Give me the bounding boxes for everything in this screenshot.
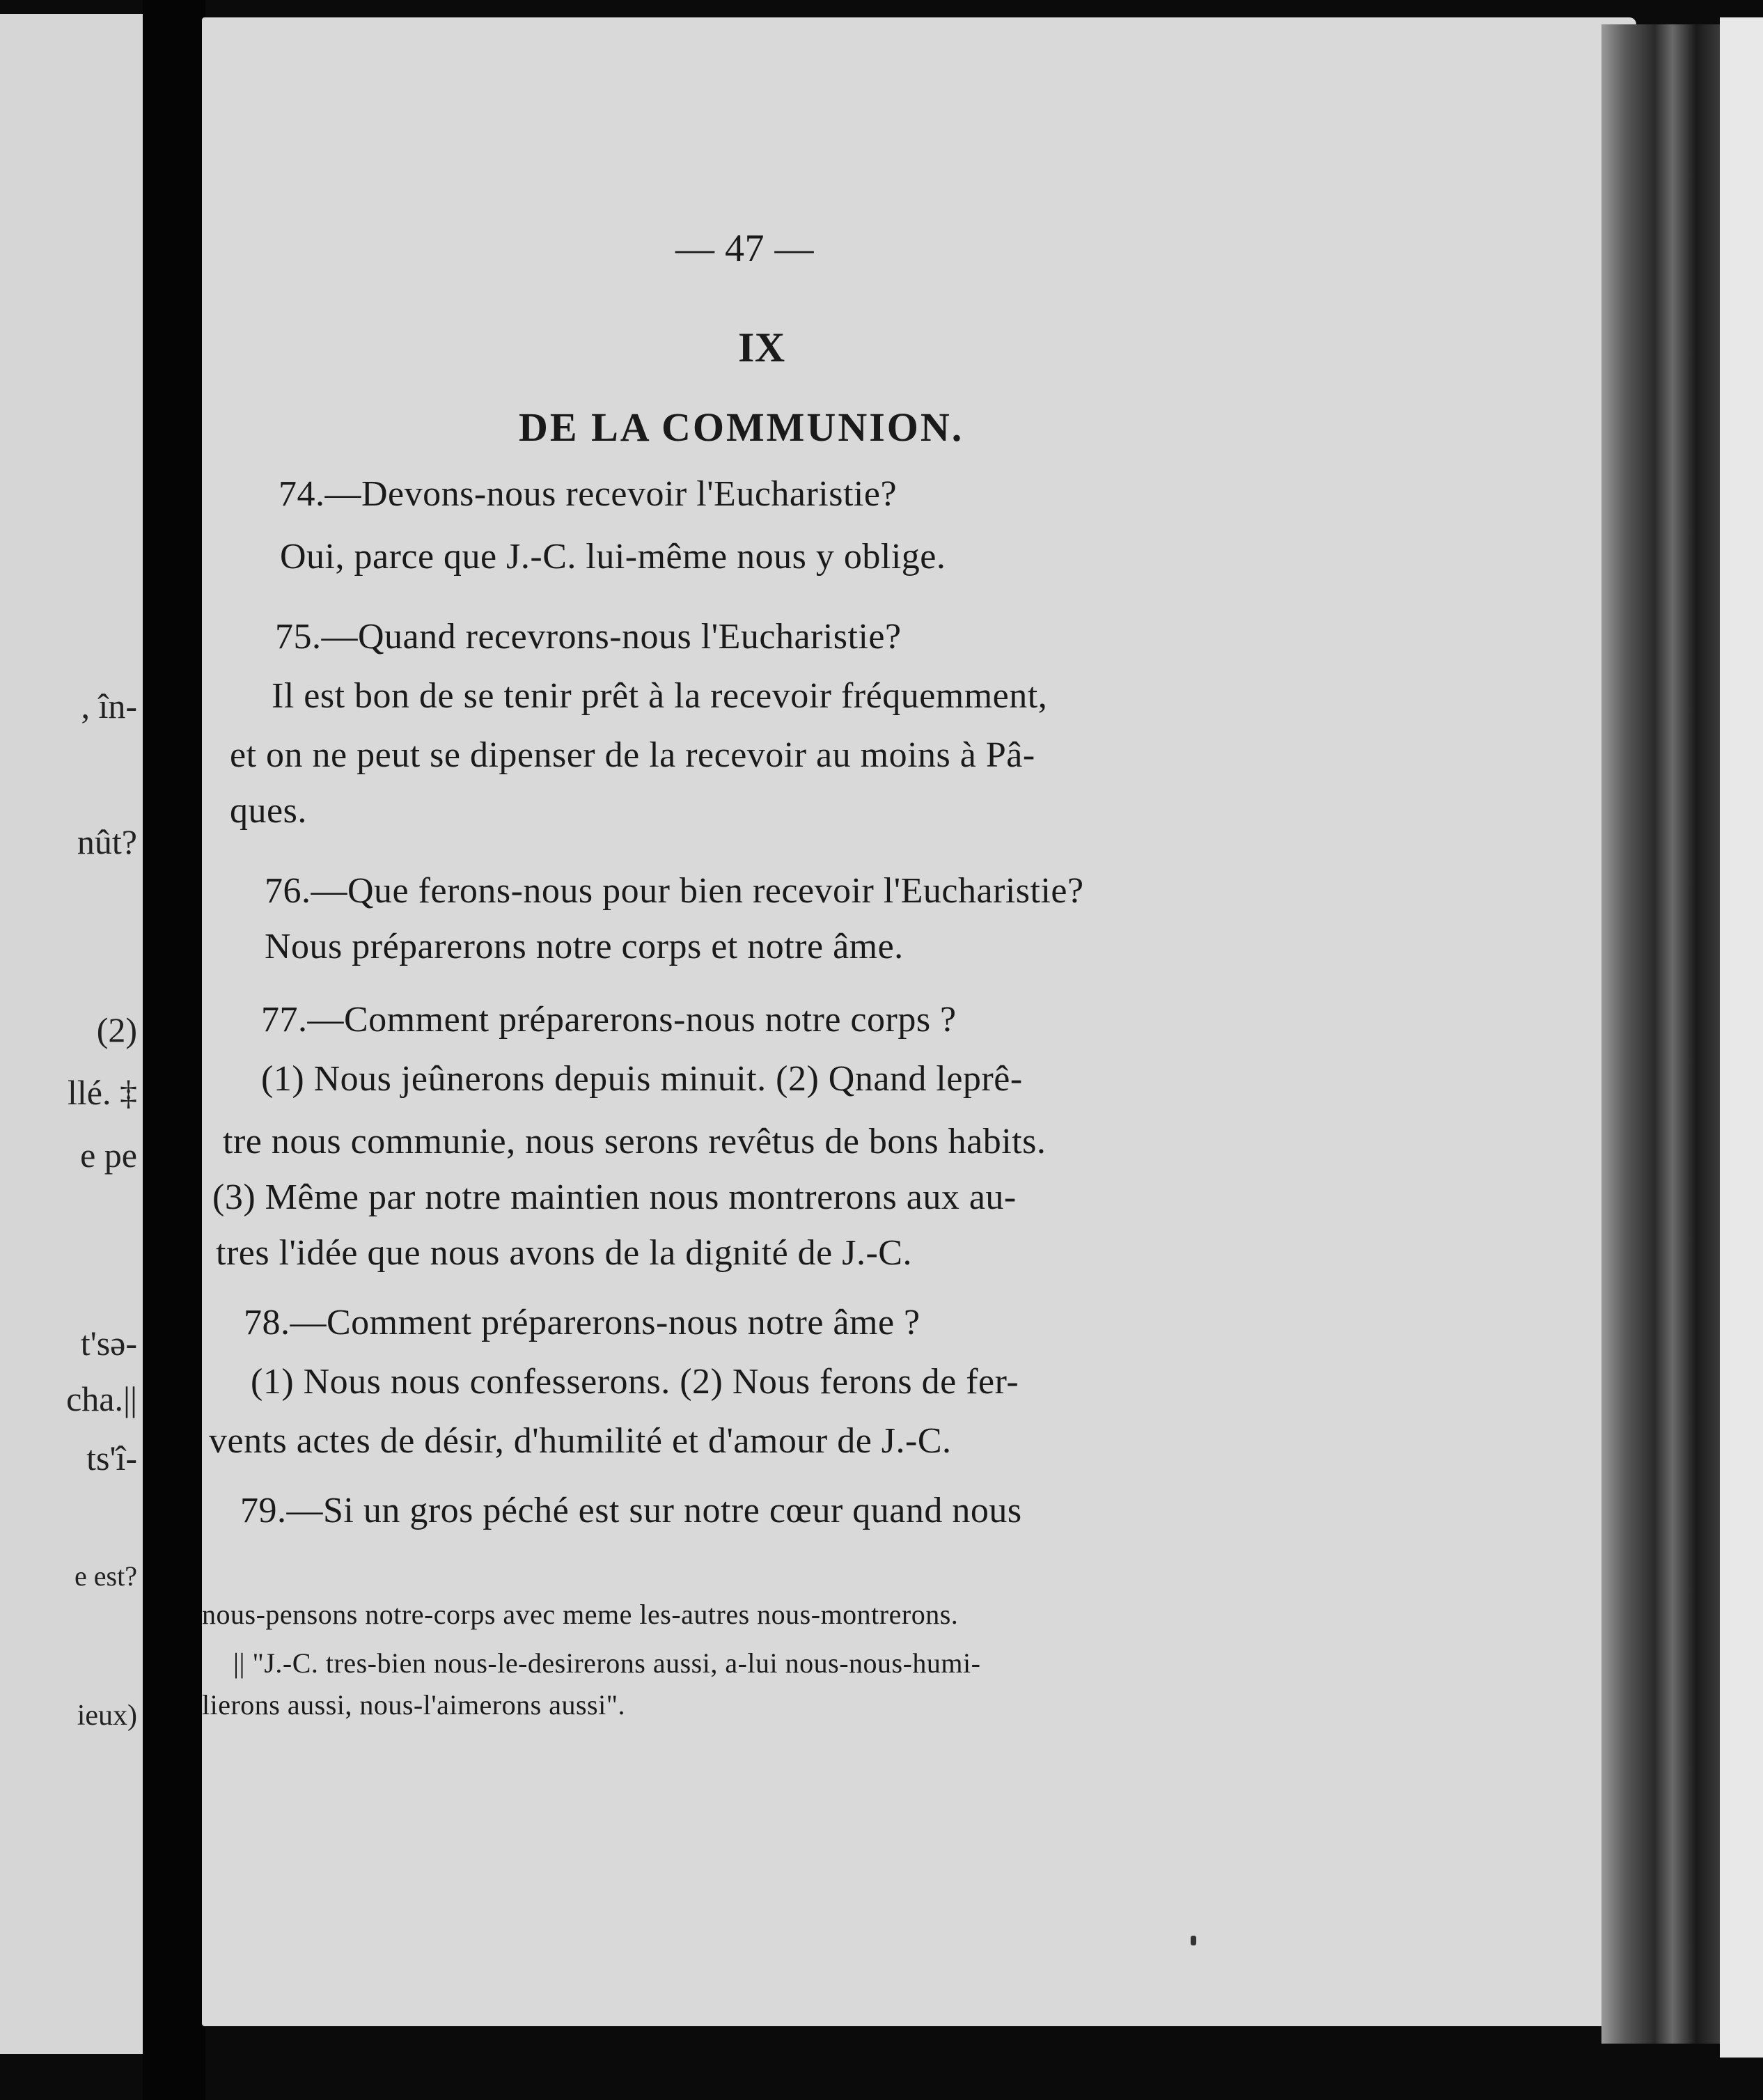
scan-border: [1720, 17, 1763, 2058]
answer-75-line: ques.: [230, 791, 307, 831]
left-text-fragment: ts'î-: [86, 1439, 137, 1478]
answer-75-line: Il est bon de se tenir prêt à la recevoir fréquemment,: [272, 676, 1048, 716]
answer-77-line: tres l'idée que nous avons de la dignité de J.-C.: [216, 1233, 912, 1273]
question-76: 76.—Que ferons-nous pour bien recevoir l'Eucharistie?: [265, 871, 1084, 911]
left-text-fragment: e est?: [75, 1560, 137, 1592]
answer-75-line: et on ne peut se dipenser de la recevoir au moins à Pâ-: [230, 735, 1035, 775]
left-page-fragment: [0, 14, 143, 2054]
answer-78-line: vents actes de désir, d'humilité et d'amour de J.-C.: [209, 1421, 952, 1461]
page-number: — 47 —: [675, 227, 814, 270]
chapter-number: IX: [738, 324, 785, 370]
question-77: 77.—Comment préparerons-nous notre corps ?: [261, 1000, 957, 1040]
question-75: 75.—Quand recevrons-nous l'Eucharistie?: [275, 617, 902, 657]
answer-77-line: (3) Même par notre maintien nous montrerons aux au-: [212, 1177, 1017, 1217]
left-text-fragment: nût?: [77, 822, 137, 861]
left-text-fragment: ieux): [77, 1700, 137, 1732]
answer-77-line: (1) Nous jeûnerons depuis minuit. (2) Qnand leprê-: [261, 1059, 1023, 1099]
left-text-fragment: llé. ‡: [68, 1073, 137, 1112]
answer-77-line: tre nous communie, nous serons revêtus de bons habits.: [223, 1122, 1047, 1161]
left-text-fragment: e pe: [80, 1136, 137, 1175]
page-content: [202, 17, 1636, 2026]
footnote-line: || "J.-C. tres-bien nous-le-desirerons aussi, a-lui nous-nous-humi-: [233, 1647, 981, 1679]
footnote-line: lierons aussi, nous-l'aimerons aussi".: [202, 1689, 626, 1721]
ink-speck: [1191, 1936, 1196, 1945]
left-text-fragment: , în-: [81, 687, 137, 726]
footnote-line: nous-pensons notre-corps avec meme les-autres nous-montrerons.: [202, 1599, 959, 1630]
answer-74: Oui, parce que J.-C. lui-même nous y oblige.: [280, 537, 946, 577]
left-text-fragment: t'sə-: [80, 1324, 137, 1363]
question-79: 79.—Si un gros péché est sur notre cœur quand nous: [240, 1491, 1022, 1530]
chapter-heading: DE LA COMMUNION.: [519, 405, 964, 450]
answer-78-line: (1) Nous nous confesserons. (2) Nous ferons de fer-: [251, 1362, 1019, 1402]
left-text-fragment: cha.||: [66, 1379, 137, 1418]
book-gutter: [143, 0, 205, 2100]
left-text-fragment: (2): [96, 1010, 137, 1049]
answer-76: Nous préparerons notre corps et notre âme.: [265, 927, 904, 966]
question-78: 78.—Comment préparerons-nous notre âme ?: [244, 1303, 920, 1342]
question-74: 74.—Devons-nous recevoir l'Eucharistie?: [279, 474, 898, 514]
